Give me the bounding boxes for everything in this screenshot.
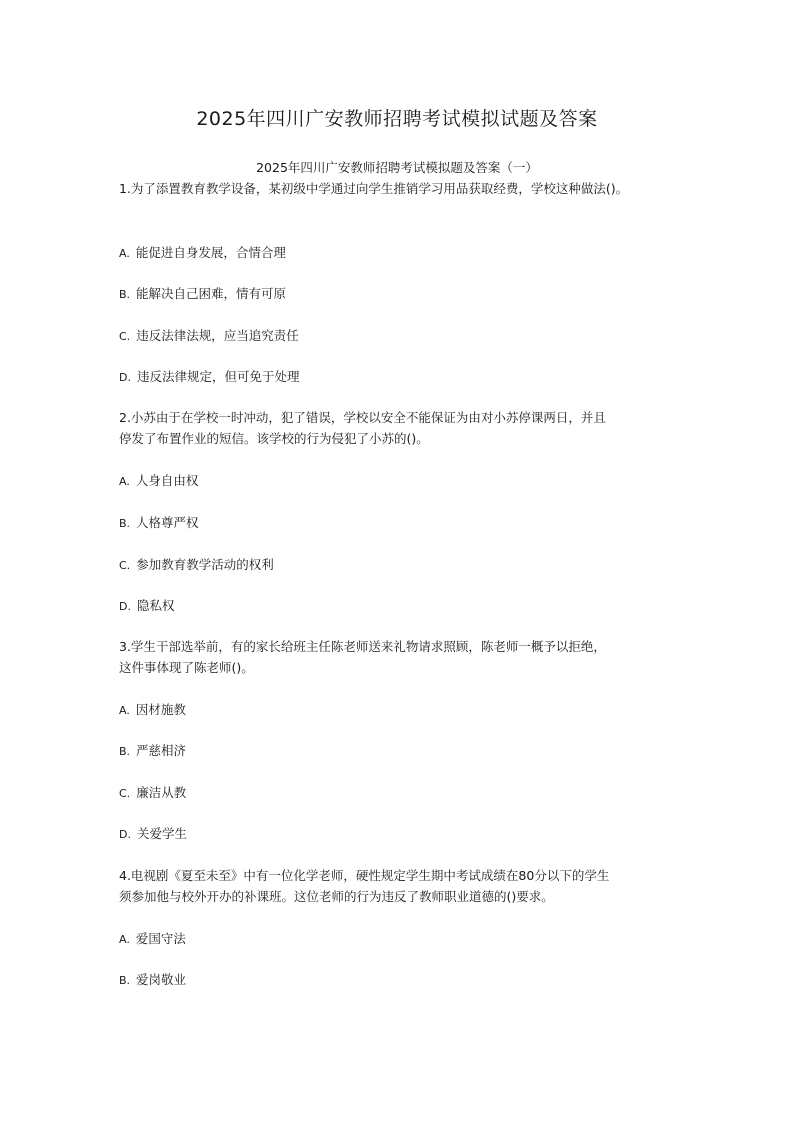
option-text: 违反法律规定，但可免于处理 xyxy=(136,369,300,384)
question-3-option-d xyxy=(119,824,689,845)
question-2-option-d xyxy=(119,596,689,617)
option-key: B. xyxy=(119,517,131,530)
question-4-option-a xyxy=(119,929,689,950)
option-text: 违反法律法规，应当追究责任 xyxy=(136,328,299,343)
option-key: C. xyxy=(119,330,131,343)
option-text: 能促进自身发展，合情合理 xyxy=(135,245,286,260)
question-2-stem-line-1: 2.小苏由于在学校一时冲动，犯了错误，学校以安全不能保证为由对小苏停课两日，并且 xyxy=(119,410,606,425)
question-2-option-a xyxy=(119,471,689,492)
question-1-option-a xyxy=(119,243,689,264)
option-text: 参加教育教学活动的权利 xyxy=(136,557,274,572)
option-key: B. xyxy=(119,745,131,758)
question-1-stem: 1.为了添置教育教学设备，某初级中学通过向学生推销学习用品获取经费，学校这种做法()。 xyxy=(119,181,629,196)
question-1-option-d xyxy=(119,367,689,388)
option-text: 严慈相济 xyxy=(136,743,187,758)
option-key: B. xyxy=(119,974,131,987)
option-key: D. xyxy=(119,600,131,613)
document-title: 2025年四川广安教师招聘考试模拟试题及答案 xyxy=(196,108,598,130)
option-key: A. xyxy=(119,704,130,717)
question-1-option-c xyxy=(119,326,689,347)
option-key: C. xyxy=(119,787,131,800)
document-subtitle: 2025年四川广安教师招聘考试模拟题及答案（一） xyxy=(256,160,538,175)
question-2-option-c xyxy=(119,555,689,576)
question-3-stem-line-2: 这件事体现了陈老师()。 xyxy=(119,660,254,675)
option-key: D. xyxy=(119,371,131,384)
option-key: A. xyxy=(119,247,130,260)
question-3-option-a xyxy=(119,700,689,721)
option-text: 爱岗敬业 xyxy=(136,972,187,987)
question-4-stem-line-2: 须参加他与校外开办的补课班。这位老师的行为违反了教师职业道德的()要求。 xyxy=(119,889,554,904)
option-text: 人身自由权 xyxy=(135,473,199,488)
option-key: C. xyxy=(119,559,131,572)
question-2-stem-line-2: 停发了布置作业的短信。该学校的行为侵犯了小苏的()。 xyxy=(119,431,429,446)
question-3-stem-line-1: 3.学生干部选举前，有的家长给班主任陈老师送来礼物请求照顾，陈老师一概予以拒绝， xyxy=(119,639,606,654)
option-text: 廉洁从教 xyxy=(136,785,187,800)
option-key: B. xyxy=(119,288,131,301)
option-key: A. xyxy=(119,475,130,488)
option-text: 关爱学生 xyxy=(136,826,187,841)
question-4-option-b xyxy=(119,970,689,991)
option-key: D. xyxy=(119,828,131,841)
option-key: A. xyxy=(119,933,130,946)
question-1-option-b xyxy=(119,284,689,305)
option-text: 爱国守法 xyxy=(135,931,186,946)
option-text: 隐私权 xyxy=(136,598,175,613)
question-3-option-c xyxy=(119,783,689,804)
question-3-option-b xyxy=(119,741,689,762)
question-2-option-b xyxy=(119,513,689,534)
option-text: 能解决自己困难，情有可原 xyxy=(136,286,287,301)
option-text: 人格尊严权 xyxy=(136,515,199,530)
option-text: 因材施教 xyxy=(135,702,186,717)
question-4-stem-line-1: 4.电视剧《夏至未至》中有一位化学老师，硬性规定学生期中考试成绩在80分以下的学生 xyxy=(119,868,610,883)
